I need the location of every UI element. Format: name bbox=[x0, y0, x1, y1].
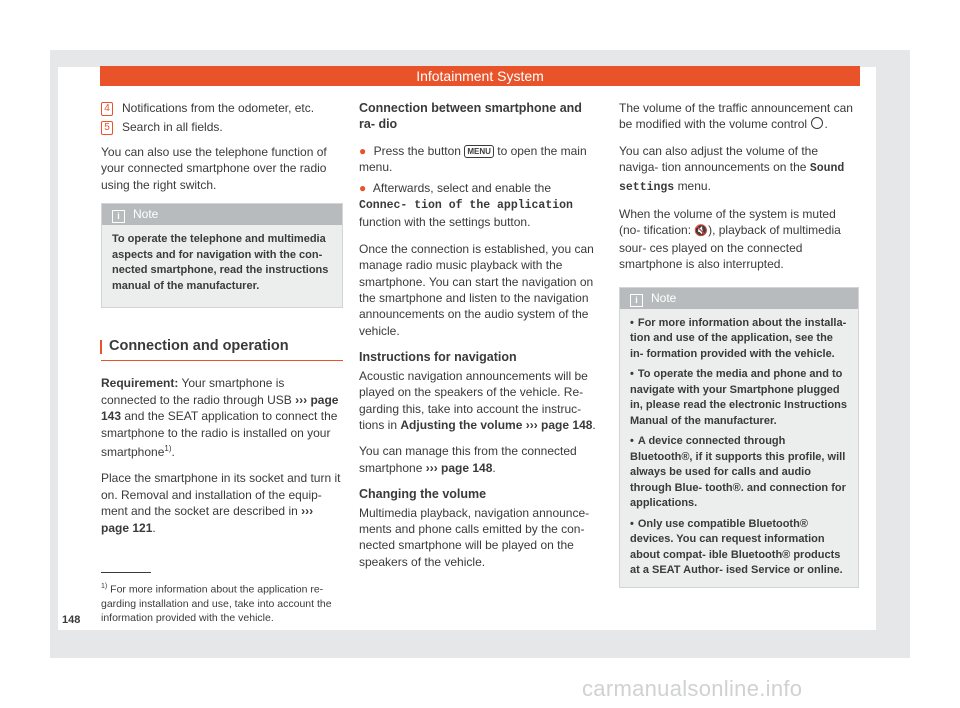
requirement-paragraph bbox=[101, 375, 343, 460]
paragraph bbox=[359, 368, 599, 434]
paragraph bbox=[359, 443, 599, 476]
paragraph bbox=[619, 143, 859, 196]
column-3 bbox=[619, 100, 859, 588]
paragraph: Multimedia playback, navigation announce- ments and phone calls emitted by the con- nected smartphone will be played on the speakers of the vehicle. bbox=[359, 505, 590, 569]
section-heading bbox=[101, 338, 343, 361]
note-body bbox=[620, 309, 858, 587]
paragraph-end: . bbox=[824, 117, 828, 132]
page-header: Infotainment System bbox=[100, 66, 860, 86]
note-item: • A device connected through Bluetooth®, if it supports this profile, will always be used for calls and audio through Blue- tooth®. and connection for applications. bbox=[630, 435, 846, 510]
footnote bbox=[101, 580, 341, 625]
bullet-text: Press the button bbox=[373, 143, 461, 158]
note-body bbox=[102, 225, 342, 307]
paragraph-end: . bbox=[592, 417, 596, 432]
note-item: • For more information about the installa- tion and use of the application, see the in- formation provided with the vehicle. bbox=[630, 316, 847, 360]
note-item-text: A device connected through Bluetooth®, if it supports this profile, will always be used for calls and audio through Blue- tooth®. and connection for applications. bbox=[630, 435, 846, 510]
list-item-5 bbox=[101, 119, 343, 135]
page-link[interactable]: ››› page 121 bbox=[101, 504, 314, 535]
bullet-text-2: function with the settings button. bbox=[359, 215, 531, 230]
info-icon: i bbox=[112, 210, 125, 223]
page-link[interactable]: ››› page 143 bbox=[101, 392, 339, 424]
paragraph-end: . bbox=[152, 520, 156, 535]
list-item-text: Notifications from the odometer, etc. bbox=[122, 101, 315, 115]
paragraph-text: Place the smartphone in its socket and turn it on. Removal and installation of the equip- ment and the socket are described in bbox=[101, 471, 341, 519]
column-2 bbox=[359, 100, 599, 580]
bullet-text: Afterwards, select and enable the bbox=[372, 180, 552, 195]
footnote-divider bbox=[101, 572, 151, 573]
footnote-ref[interactable]: 1) bbox=[164, 444, 172, 454]
note-title: Note bbox=[133, 207, 159, 222]
paragraph-text: When the volume of the system is muted (no- tification: bbox=[619, 207, 836, 238]
page-number: 148 bbox=[62, 614, 81, 626]
paragraph: You can also use the telephone function of your connected smartphone over the radio using the right switch. bbox=[101, 144, 327, 192]
bold-text: Adjusting the volume bbox=[400, 417, 523, 432]
mute-icon: 🔇 bbox=[694, 225, 709, 238]
bullet-icon: ● bbox=[359, 180, 367, 195]
number-badge-5: 5 bbox=[101, 121, 113, 135]
paragraph-end: . bbox=[492, 460, 496, 475]
requirement-text-2: and the SEAT application to connect the smartphone to the radio is installed on your smartphone bbox=[101, 409, 338, 460]
volume-knob-icon bbox=[811, 117, 823, 129]
paragraph-text: The volume of the traffic announcement can be modified with the volume control bbox=[619, 101, 853, 132]
page-link[interactable]: ››› page 148 bbox=[525, 417, 593, 432]
note-header bbox=[102, 204, 342, 225]
bullet-text-2: to open the main menu. bbox=[359, 143, 587, 175]
paragraph-end: menu. bbox=[677, 178, 711, 193]
requirement-text: Your smartphone is connected to the radio through USB bbox=[101, 376, 292, 407]
paragraph-text-2: ), playback of multimedia sour- ces played on the connected smartphone is also interrupted. bbox=[619, 223, 841, 272]
column-1 bbox=[101, 100, 343, 546]
note-item-text: Only use compatible Bluetooth® devices. You can request information about compat- ible Bluetooth® products at a SEAT Author- ised Service or online. bbox=[630, 517, 843, 577]
note-box bbox=[101, 203, 343, 308]
note-box bbox=[619, 287, 859, 588]
requirement-label: Requirement: bbox=[101, 376, 179, 391]
note-item: • To operate the media and phone and to navigate with your Smartphone plugged in, please read the electronic Instructions Manual of the manufacturer. bbox=[630, 368, 848, 427]
paragraph-text: Acoustic navigation announcements will be played on the speakers of the vehicle. Re- garding this, take into account the instruc- tions in bbox=[359, 368, 588, 432]
watermark: carmanualsonline.info bbox=[582, 676, 803, 701]
info-icon: i bbox=[630, 294, 643, 307]
requirement-end: . bbox=[171, 445, 175, 460]
note-item-text: To operate the media and phone and to navigate with your Smartphone plugged in, please read the electronic Instructions Manual of the manufacturer. bbox=[630, 368, 848, 427]
paragraph-text: You can also adjust the volume of the naviga- tion announcements on the bbox=[619, 143, 819, 175]
subheading: Instructions for navigation bbox=[359, 350, 517, 365]
list-item-text: Search in all fields. bbox=[122, 120, 223, 135]
menu-button-icon: MENU bbox=[464, 145, 494, 158]
paragraph bbox=[101, 470, 343, 536]
bullet-item bbox=[359, 143, 599, 176]
subheading: Connection between smartphone and ra- dio bbox=[359, 101, 582, 132]
menu-option-name: Connec- tion of the application bbox=[359, 199, 573, 213]
list-item-4 bbox=[101, 100, 343, 116]
bullet-item bbox=[359, 180, 599, 231]
bullet-icon: ● bbox=[359, 143, 367, 158]
footnote-marker: 1) bbox=[101, 583, 108, 590]
menu-option-name: Sound settings bbox=[619, 162, 845, 194]
number-badge-4: 4 bbox=[101, 102, 113, 116]
note-header bbox=[620, 288, 858, 309]
page-link[interactable]: ››› page 148 bbox=[425, 460, 493, 475]
paragraph bbox=[619, 206, 859, 273]
paragraph bbox=[619, 100, 859, 133]
footnote-text: For more information about the application re- garding installation and use, take into account the information provided with the vehicle. bbox=[101, 583, 332, 624]
note-title: Note bbox=[651, 290, 677, 305]
paragraph-text: You can manage this from the connected smartphone bbox=[359, 444, 577, 475]
section-title: Connection and operation bbox=[109, 338, 289, 355]
paragraph: Once the connection is established, you can manage radio music playback with the smartphone. You can start the navigation on the smartphone and listen to the navigation announcements on the audio system of the vehicle. bbox=[359, 241, 594, 338]
note-item: • Only use compatible Bluetooth® devices. You can request information about compat- ible Bluetooth® products at a SEAT Author- ised Service or online. bbox=[630, 517, 843, 577]
note-text: To operate the telephone and multimedia aspects and for navigation with the con- nected smartphone, read the instructions manual of the manufacturer. bbox=[112, 233, 329, 292]
note-item-text: For more information about the installa- tion and use of the application, see the in- formation provided with the vehicle. bbox=[630, 316, 847, 360]
subheading: Changing the volume bbox=[359, 487, 487, 502]
